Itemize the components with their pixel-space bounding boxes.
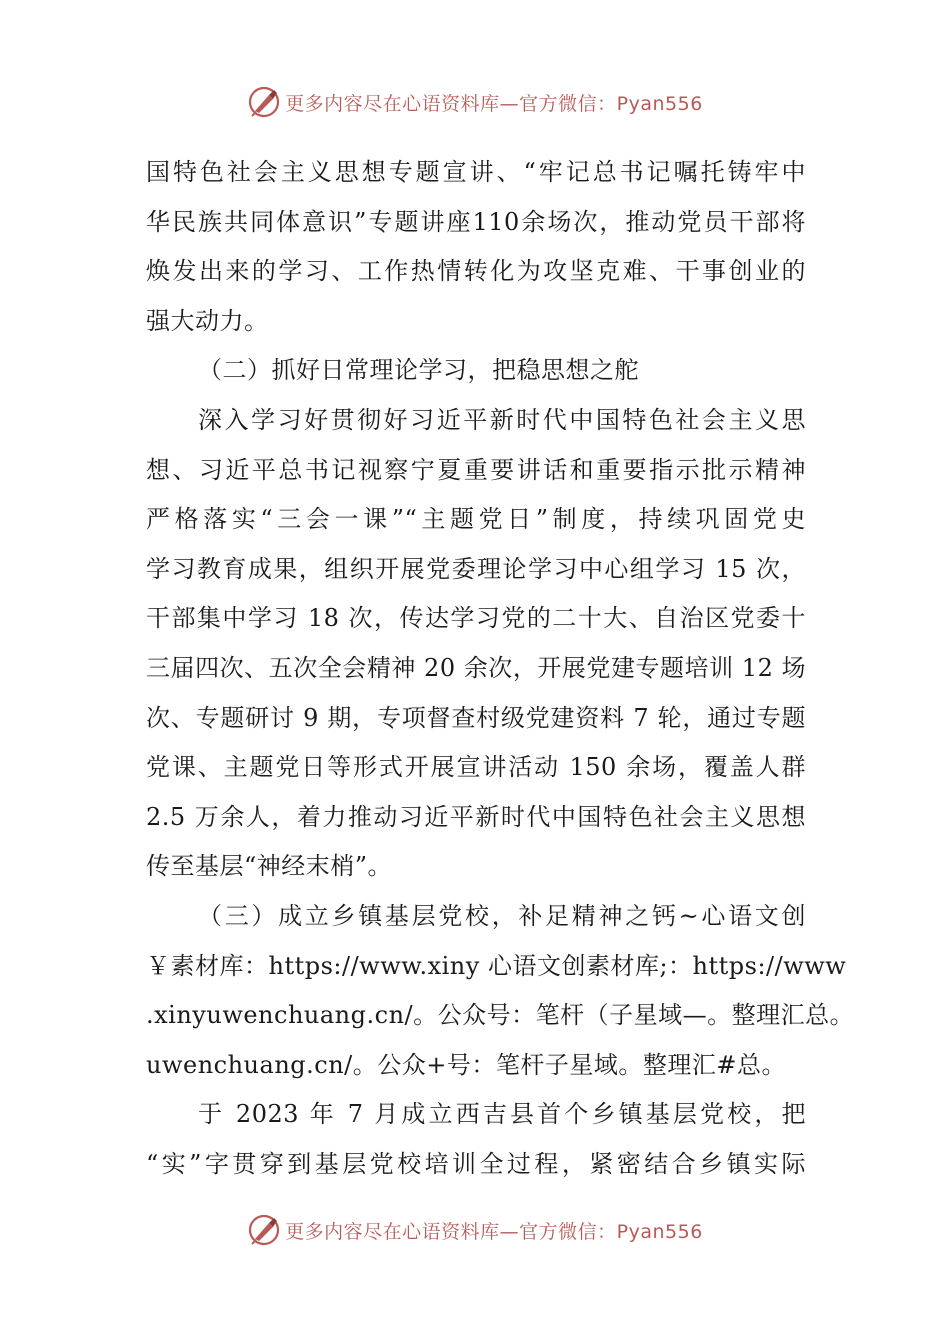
body-line: 2.5 万余人，着力推动习近平新时代中国特色社会主义思想 (146, 802, 806, 831)
body-line: 于 2023 年 7 月成立西吉县首个乡镇基层党校，把 (198, 1100, 806, 1129)
body-line: 深入学习好贯彻好习近平新时代中国特色社会主义思 (198, 405, 806, 434)
pen-nib-logo-icon (247, 1213, 281, 1247)
section-heading-2: （二）抓好日常理论学习，把稳思想之舵 (198, 356, 639, 385)
body-line: 华民族共同体意识”专题讲座110余场次，推动党员干部将 (146, 207, 806, 236)
body-line: 想、习近平总书记视察宁夏重要讲话和重要指示批示精神 (146, 455, 806, 484)
body-line: 焕发出来的学习、工作热情转化为攻坚克难、干事创业的 (146, 257, 806, 286)
body-line: ￥素材库：https://www.xiny 心语文创素材库;：https://www (146, 951, 847, 980)
header-watermark-banner (0, 82, 950, 122)
header-watermark-text: 更多内容尽在心语资料库—官方微信：Pyan556 (285, 92, 703, 115)
body-line: .xinyuwenchuang.cn/。公众号：笔杆（子星域—。整理汇总。 (146, 1001, 855, 1030)
footer-watermark-banner (0, 1210, 950, 1250)
document-body (146, 148, 855, 1189)
body-line: 次、专题研讨 9 期，专项督查村级党建资料 7 轮，通过专题 (146, 703, 806, 732)
section-heading-3: （三）成立乡镇基层党校，补足精神之钙~心语文创 (198, 901, 806, 930)
body-line: 国特色社会主义思想专题宣讲、“牢记总书记嘱托铸牢中 (146, 158, 806, 186)
body-line: 强大动力。 (146, 306, 269, 335)
body-line: 传至基层“神经末梢”。 (146, 852, 393, 881)
body-line: 党课、主题党日等形式开展宣讲活动 150 余场，覆盖人群 (146, 753, 806, 782)
pen-nib-logo-icon (247, 85, 281, 119)
body-line: “实”字贯穿到基层党校培训全过程，紧密结合乡镇实际 (146, 1149, 806, 1178)
body-line: 严格落实“三会一课”“主题党日”制度，持续巩固党史 (146, 505, 806, 534)
body-line: uwenchuang.cn/。公众+号：笔杆子星域。整理汇#总。 (146, 1050, 786, 1079)
body-line: 三届四次、五次全会精神 20 余次，开展党建专题培训 12 场 (146, 653, 806, 682)
body-line: 学习教育成果，组织开展党委理论学习中心组学习 15 次， (146, 554, 806, 583)
body-line: 干部集中学习 18 次，传达学习党的二十大、自治区党委十 (146, 604, 806, 633)
footer-watermark-text: 更多内容尽在心语资料库—官方微信：Pyan556 (285, 1220, 703, 1243)
